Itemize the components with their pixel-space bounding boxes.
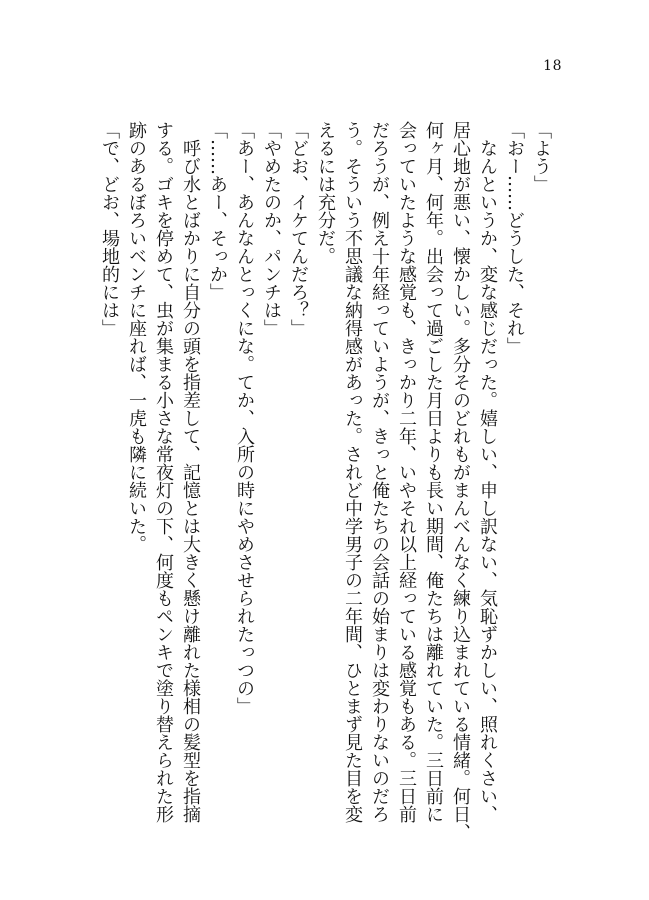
text-line: 「よう」 [531,121,552,193]
text-line: 「あー、あんなんとっくにな。てか、入所の時にやめさせられたっつの」 [234,121,255,715]
text-line: えるには充分だ。 [315,121,336,265]
text-line: 「……あー、そっか」 [207,121,228,301]
text-line: 居心地が悪い、懐かしい。多分そのどれもがまんべんなく練り込まれている情緒。何日、 [450,121,471,841]
text-line: 会っていたような感覚も、きっかり二年、いやそれ以上経っている感覚もある。三日前 [396,121,417,823]
page-number: 18 [543,58,562,74]
text-line: 「やめたのか、パンチは」 [261,121,282,337]
text-line: 跡のあるぼろいベンチに座れば、一虎も隣に続いた。 [126,121,147,553]
vertical-body-text [85,121,555,841]
text-line: 何ヶ月、何年。出会って過ごした月日よりも長い期間、俺たちは離れていた。三日前に [423,121,444,823]
text-line: なんというか、変な感じだった。嬉しい、申し訳ない、気恥ずかしい、照れくさい、 [477,139,498,823]
text-line: する。ゴキを停めて、虫が集まる小さな常夜灯の下、何度もペンキで塗り替えられた形 [153,121,174,823]
text-line: 「おー……どうした、それ」 [504,121,525,355]
text-line: 呼び水とばかりに自分の頭を指差して、記憶とは大きく懸け離れた様相の髪型を指摘 [180,139,201,823]
text-line: だろうが、例え十年経っていようが、きっと俺たちの会話の始まりは変わりないのだろ [369,121,390,823]
text-line: 「どお、イケてんだろ？」 [288,121,309,337]
text-line: う。そういう不思議な納得感があった。されど中学男子の二年間、ひとまず見た目を変 [342,121,363,823]
text-line: 「で、どお、場地的には」 [99,121,120,337]
